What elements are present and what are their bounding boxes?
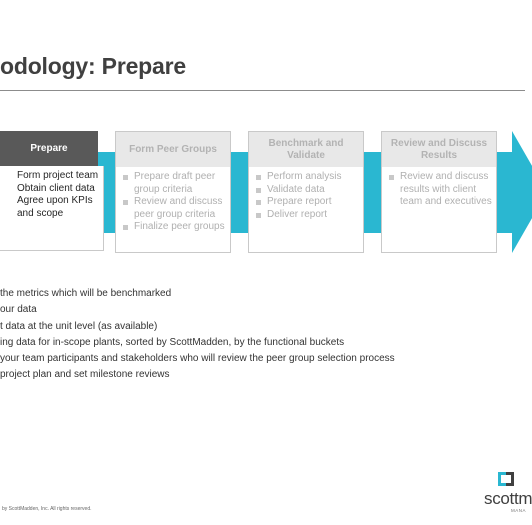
activity-item: Deliver report [267, 209, 359, 222]
phase-header [249, 132, 363, 167]
logo-mark-icon [495, 469, 517, 489]
step-item: our data [0, 304, 37, 316]
phase-benchmark-and-validate[interactable] [248, 131, 364, 253]
step-item: t data at the unit level (as available) [0, 320, 158, 332]
phase-title: Form Peer Groups [129, 143, 217, 155]
step-item: the metrics which will be benchmarked [0, 288, 172, 299]
scottmadden-logo [484, 469, 532, 519]
activity-item: Obtain client data [17, 182, 95, 194]
step-item: project plan and set milestone reviews [0, 369, 170, 381]
step-item: your team participants and stakeholders who will review the peer group selection process [0, 353, 395, 365]
phase-header [116, 132, 230, 167]
phase-review-and-discuss-results[interactable] [381, 131, 497, 253]
phase-title: Benchmark and Validate [268, 137, 344, 161]
activity-item: Finalize peer groups [134, 221, 225, 232]
step-item: ing data for in-scope plants, sorted by ScottMadden, by the functional buckets [0, 336, 345, 348]
activity-item: Prepare report [267, 196, 359, 209]
phase-prepare-header[interactable] [0, 131, 98, 166]
activity-item: Perform analysis [267, 171, 359, 184]
phase-title: Prepare [30, 143, 68, 154]
step-list [0, 286, 395, 384]
logo-tagline: MANA [511, 508, 527, 513]
activity-item: Agree upon KPIs and scope [17, 195, 93, 219]
phase-form-peer-groups[interactable] [115, 131, 231, 253]
activity-item: Review and discuss peer group criteria [134, 196, 226, 221]
prepare-list-cover [0, 166, 104, 251]
activity-item: Prepare draft peer group criteria [134, 171, 226, 196]
phase-header [382, 132, 496, 167]
phase-title: Review and Discuss Results [390, 137, 488, 161]
copyright-footer: by ScottMadden, Inc. All rights reserved. [2, 506, 92, 512]
activity-item: Validate data [267, 184, 359, 197]
logo-wordmark: scottm [484, 489, 532, 508]
page-title: odology: Prepare [0, 53, 186, 79]
activity-item: Review and discuss results with client team and executives [400, 171, 492, 207]
activity-item: Form project team [17, 170, 99, 181]
